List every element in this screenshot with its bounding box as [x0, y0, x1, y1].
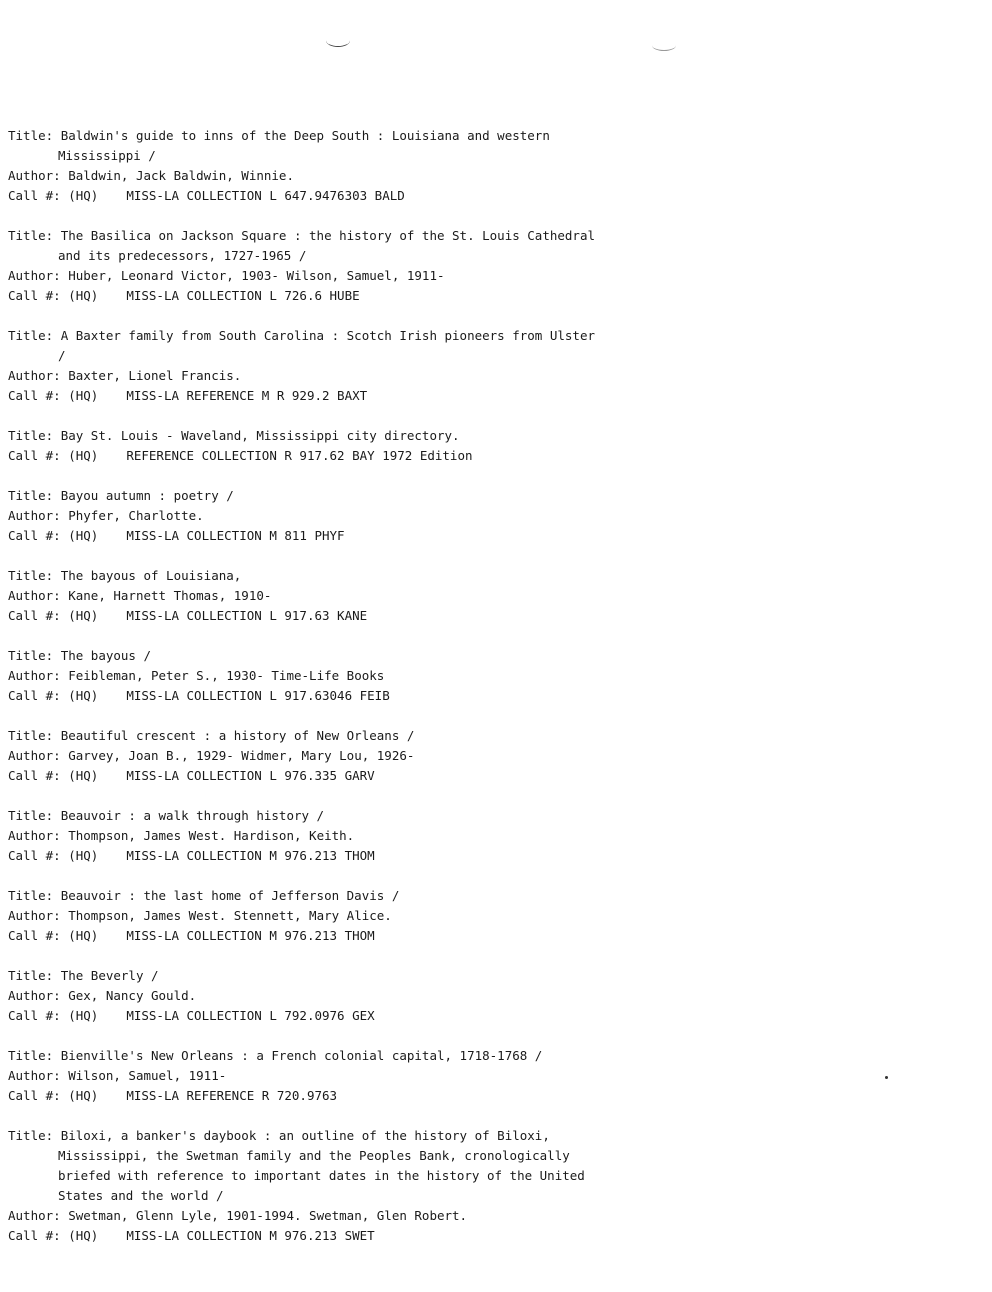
call-number-label: Call #:: [8, 608, 61, 623]
entry-author-line: [8, 366, 628, 386]
call-number-text: MISS-LA COLLECTION L 726.6 HUBE: [126, 288, 360, 303]
catalog-entry: [8, 886, 628, 946]
call-location: (HQ): [68, 1228, 99, 1243]
entry-author-line: [8, 826, 628, 846]
author-label: Author:: [8, 1068, 61, 1083]
entry-title-line: [8, 226, 628, 246]
title-text: Baldwin's guide to inns of the Deep South : Louisiana and western: [60, 128, 550, 143]
author-text: Kane, Harnett Thomas, 1910-: [68, 588, 272, 603]
catalog-entry: [8, 646, 628, 706]
call-number-text: MISS-LA COLLECTION M 976.213 SWET: [126, 1228, 375, 1243]
title-text: Bayou autumn : poetry /: [60, 488, 234, 503]
call-number-text: MISS-LA COLLECTION L 792.0976 GEX: [126, 1008, 375, 1023]
title-text: and its predecessors, 1727-1965 /: [58, 248, 307, 263]
entry-call-line: [8, 286, 628, 306]
title-text: Biloxi, a banker's daybook : an outline of the history of Biloxi,: [60, 1128, 550, 1143]
title-label: Title:: [8, 968, 54, 983]
title-label: Title:: [8, 128, 54, 143]
scan-artifact-dot: [885, 1076, 888, 1079]
entry-title-line: [8, 126, 628, 146]
author-text: Garvey, Joan B., 1929- Widmer, Mary Lou, 1926-: [68, 748, 415, 763]
title-text: The bayous of Louisiana,: [60, 568, 242, 583]
call-number-text: MISS-LA COLLECTION M 811 PHYF: [126, 528, 345, 543]
author-label: Author:: [8, 908, 61, 923]
author-text: Phyfer, Charlotte.: [68, 508, 204, 523]
call-number-label: Call #:: [8, 528, 61, 543]
call-location: (HQ): [68, 528, 99, 543]
author-text: Thompson, James West. Stennett, Mary Alice.: [68, 908, 392, 923]
entry-call-line: [8, 846, 628, 866]
entry-author-line: [8, 506, 628, 526]
entry-call-line: [8, 186, 628, 206]
entry-author-line: [8, 666, 628, 686]
call-number-text: MISS-LA COLLECTION M 976.213 THOM: [126, 848, 375, 863]
author-text: Swetman, Glenn Lyle, 1901-1994. Swetman, Glen Robert.: [68, 1208, 468, 1223]
author-label: Author:: [8, 268, 61, 283]
catalog-entry: [8, 726, 628, 786]
catalog-entry: [8, 426, 628, 466]
catalog-listing: [8, 126, 628, 1266]
entry-title-line: [8, 806, 628, 826]
title-label: Title:: [8, 1128, 54, 1143]
call-location: (HQ): [68, 288, 99, 303]
entry-title-continuation: [8, 1166, 628, 1186]
author-text: Wilson, Samuel, 1911-: [68, 1068, 227, 1083]
entry-author-line: [8, 906, 628, 926]
call-number-label: Call #:: [8, 448, 61, 463]
author-label: Author:: [8, 168, 61, 183]
call-number-text: MISS-LA COLLECTION M 976.213 THOM: [126, 928, 375, 943]
catalog-entry: [8, 966, 628, 1026]
call-location: (HQ): [68, 688, 99, 703]
entry-title-line: [8, 726, 628, 746]
title-label: Title:: [8, 568, 54, 583]
call-number-label: Call #:: [8, 1088, 61, 1103]
entry-call-line: [8, 1006, 628, 1026]
entry-call-line: [8, 1086, 628, 1106]
entry-title-line: [8, 426, 628, 446]
title-text: The Basilica on Jackson Square : the history of the St. Louis Cathedral: [60, 228, 596, 243]
call-number-label: Call #:: [8, 388, 61, 403]
call-number-text: REFERENCE COLLECTION R 917.62 BAY 1972 Edition: [126, 448, 473, 463]
entry-title-line: [8, 326, 628, 346]
catalog-entry: [8, 326, 628, 406]
title-text: Bienville's New Orleans : a French colonial capital, 1718-1768 /: [60, 1048, 543, 1063]
entry-title-line: [8, 886, 628, 906]
title-text: briefed with reference to important dates in the history of the United: [58, 1168, 585, 1183]
call-number-label: Call #:: [8, 288, 61, 303]
call-number-text: MISS-LA COLLECTION L 976.335 GARV: [126, 768, 375, 783]
catalog-entry: [8, 806, 628, 866]
author-label: Author:: [8, 828, 61, 843]
entry-author-line: [8, 1206, 628, 1226]
title-text: Beautiful crescent : a history of New Orleans /: [60, 728, 415, 743]
author-text: Baldwin, Jack Baldwin, Winnie.: [68, 168, 294, 183]
entry-author-line: [8, 586, 628, 606]
title-text: /: [58, 348, 66, 363]
catalog-entry: [8, 486, 628, 546]
author-text: Thompson, James West. Hardison, Keith.: [68, 828, 355, 843]
title-label: Title:: [8, 808, 54, 823]
entry-call-line: [8, 1226, 628, 1246]
author-label: Author:: [8, 668, 61, 683]
call-number-text: MISS-LA REFERENCE R 720.9763: [126, 1088, 338, 1103]
call-location: (HQ): [68, 848, 99, 863]
entry-call-line: [8, 386, 628, 406]
call-number-label: Call #:: [8, 688, 61, 703]
title-text: Beauvoir : the last home of Jefferson Davis /: [60, 888, 400, 903]
entry-title-continuation: [8, 246, 628, 266]
title-label: Title:: [8, 728, 54, 743]
title-label: Title:: [8, 228, 54, 243]
title-text: Mississippi, the Swetman family and the Peoples Bank, cronologically: [58, 1148, 570, 1163]
title-text: States and the world /: [58, 1188, 224, 1203]
title-label: Title:: [8, 328, 54, 343]
call-location: (HQ): [68, 608, 99, 623]
call-location: (HQ): [68, 448, 99, 463]
catalog-entry: [8, 126, 628, 206]
title-label: Title:: [8, 488, 54, 503]
author-label: Author:: [8, 368, 61, 383]
call-number-text: MISS-LA COLLECTION L 647.9476303 BALD: [126, 188, 405, 203]
entry-title-line: [8, 566, 628, 586]
catalog-entry: [8, 226, 628, 306]
title-label: Title:: [8, 428, 54, 443]
call-number-label: Call #:: [8, 1008, 61, 1023]
entry-title-continuation: [8, 1186, 628, 1206]
title-text: Beauvoir : a walk through history /: [60, 808, 325, 823]
catalog-entry: [8, 566, 628, 626]
author-text: Feibleman, Peter S., 1930- Time-Life Books: [68, 668, 385, 683]
call-location: (HQ): [68, 1088, 99, 1103]
entry-call-line: [8, 446, 628, 466]
title-text: Bay St. Louis - Waveland, Mississippi city directory.: [60, 428, 460, 443]
call-number-text: MISS-LA COLLECTION L 917.63046 FEIB: [126, 688, 390, 703]
title-label: Title:: [8, 888, 54, 903]
title-label: Title:: [8, 1048, 54, 1063]
call-number-label: Call #:: [8, 188, 61, 203]
entry-call-line: [8, 766, 628, 786]
entry-title-line: [8, 486, 628, 506]
title-text: A Baxter family from South Carolina : Scotch Irish pioneers from Ulster: [60, 328, 596, 343]
call-number-label: Call #:: [8, 848, 61, 863]
call-location: (HQ): [68, 388, 99, 403]
author-text: Gex, Nancy Gould.: [68, 988, 197, 1003]
author-label: Author:: [8, 748, 61, 763]
scan-artifact-mark: [652, 40, 676, 51]
entry-author-line: [8, 166, 628, 186]
call-location: (HQ): [68, 768, 99, 783]
entry-call-line: [8, 606, 628, 626]
entry-author-line: [8, 1066, 628, 1086]
entry-call-line: [8, 926, 628, 946]
entry-author-line: [8, 986, 628, 1006]
call-number-text: MISS-LA REFERENCE M R 929.2 BAXT: [126, 388, 368, 403]
entry-title-continuation: [8, 146, 628, 166]
call-number-label: Call #:: [8, 1228, 61, 1243]
title-text: The bayous /: [60, 648, 151, 663]
call-number-text: MISS-LA COLLECTION L 917.63 KANE: [126, 608, 368, 623]
author-label: Author:: [8, 988, 61, 1003]
call-location: (HQ): [68, 1008, 99, 1023]
call-number-label: Call #:: [8, 928, 61, 943]
entry-title-continuation: [8, 346, 628, 366]
entry-author-line: [8, 266, 628, 286]
title-label: Title:: [8, 648, 54, 663]
call-number-label: Call #:: [8, 768, 61, 783]
entry-call-line: [8, 686, 628, 706]
catalog-entry: [8, 1046, 628, 1106]
entry-title-continuation: [8, 1146, 628, 1166]
author-label: Author:: [8, 508, 61, 523]
entry-call-line: [8, 526, 628, 546]
title-text: The Beverly /: [60, 968, 159, 983]
call-location: (HQ): [68, 928, 99, 943]
entry-title-line: [8, 1126, 628, 1146]
author-label: Author:: [8, 588, 61, 603]
entry-author-line: [8, 746, 628, 766]
entry-title-line: [8, 966, 628, 986]
catalog-entry: [8, 1126, 628, 1246]
title-text: Mississippi /: [58, 148, 156, 163]
author-text: Huber, Leonard Victor, 1903- Wilson, Samuel, 1911-: [68, 268, 445, 283]
entry-title-line: [8, 646, 628, 666]
call-location: (HQ): [68, 188, 99, 203]
author-label: Author:: [8, 1208, 61, 1223]
scan-artifact-mark: [326, 34, 350, 47]
entry-title-line: [8, 1046, 628, 1066]
author-text: Baxter, Lionel Francis.: [68, 368, 242, 383]
